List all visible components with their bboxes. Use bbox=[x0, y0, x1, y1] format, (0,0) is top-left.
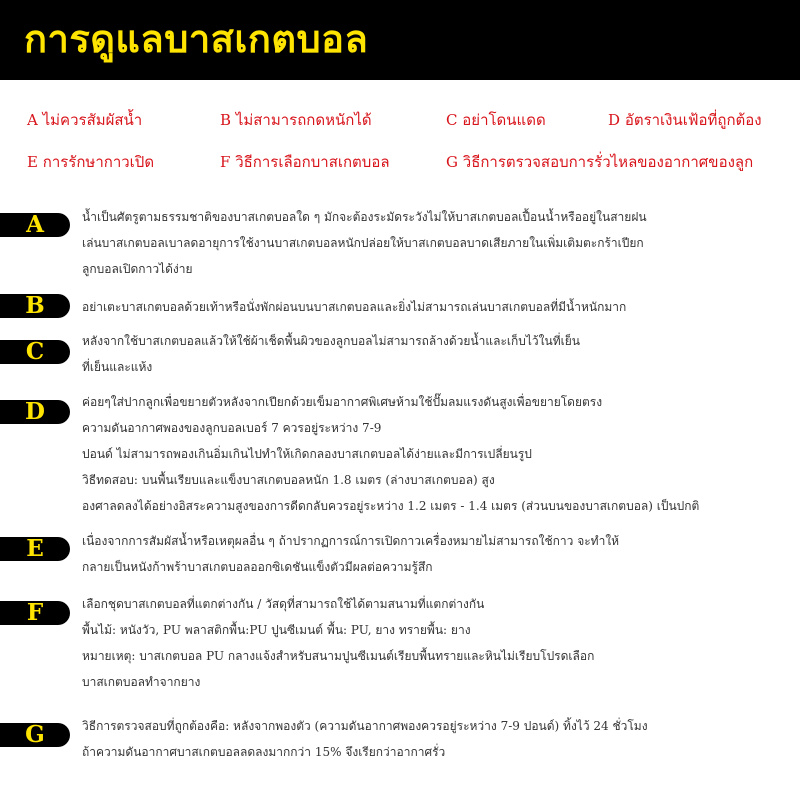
text-line: เล่นบาสเกตบอลเบาลดอายุการใช้งานบาสเกตบอลหนักปล่อยให้บาสเกตบอลบาดเสียภายในเพิ่มเติมตะกร้าเปียก bbox=[82, 236, 644, 250]
legend-key: F bbox=[220, 153, 231, 171]
section-c-text bbox=[82, 328, 792, 380]
legend-key: E bbox=[27, 153, 38, 171]
text-line: พื้นไม้: หนังวัว, PU พลาสติกพื้น:PU ปูนซีเมนต์ พื้น: PU, ยาง ทรายพื้น: ยาง bbox=[82, 623, 471, 637]
page-title: การดูแลบาสเกตบอล bbox=[24, 17, 369, 61]
section-badge-f: F bbox=[0, 601, 70, 625]
text-line: กลายเป็นหนังก้าพร้าบาสเกตบอลออกซิเดชันแข็งตัวมีผลต่อความรู้สึก bbox=[82, 560, 433, 574]
text-line: ลูกบอลเปิดกาวได้ง่าย bbox=[82, 262, 193, 276]
section-g-text bbox=[82, 713, 792, 765]
section-f-text bbox=[82, 591, 792, 695]
section-a-text bbox=[82, 204, 792, 282]
text-line: ค่อยๆใส่ปากลูกเพื่อขยายตัวหลังจากเปียกด้วยเข็มอากาศพิเศษห้ามใช้ปั๊มลมแรงดันสูงเพื่อขยายโดยตรง bbox=[82, 395, 603, 409]
legend-text: ไม่สามารถกดหนักได้ bbox=[235, 111, 372, 129]
legend-text: วิธีการเลือกบาสเกตบอล bbox=[235, 153, 390, 171]
section-badge-c: C bbox=[0, 340, 70, 364]
section-badge-e: E bbox=[0, 537, 70, 561]
text-line: ปอนด์ ไม่สามารถพองเกินอิ่มเกินไปทำให้เกิดกลองบาสเกตบอลได้ง่ายและมีการเปลี่ยนรูป bbox=[82, 447, 532, 461]
text-line: ถ้าความดันอากาศบาสเกตบอลลดลงมากกว่า 15% จึงเรียกว่าอากาศรั่ว bbox=[82, 745, 446, 759]
legend-item-f bbox=[220, 150, 390, 174]
header-banner bbox=[0, 0, 800, 80]
legend-text: การรักษากาวเปิด bbox=[42, 153, 155, 171]
text-line: อย่าเตะบาสเกตบอลด้วยเท้าหรือนั่งพักผ่อนบนบาสเกตบอลและยิ่งไม่สามารถเล่นบาสเกตบอลที่มีน้ำหนักมาก bbox=[82, 300, 627, 314]
section-badge-a: A bbox=[0, 213, 70, 237]
legend-text: ไม่ควรสัมผัสน้ำ bbox=[42, 111, 143, 129]
section-badge-d: D bbox=[0, 400, 70, 424]
section-e-text bbox=[82, 528, 792, 580]
legend-key: C bbox=[446, 111, 458, 129]
text-line: องศาลดลงได้อย่างอิสระความสูงของการดีดกลับควรอยู่ระหว่าง 1.2 เมตร - 1.4 เมตร (ส่วนบนของบาสเกตบอล) เป็นปกติ bbox=[82, 499, 700, 513]
legend-item-c bbox=[446, 108, 546, 132]
text-line: บาสเกตบอลทำจากยาง bbox=[82, 675, 201, 689]
legend-key: D bbox=[608, 111, 621, 129]
legend-key: B bbox=[220, 111, 232, 129]
text-line: วิธีทดสอบ: บนพื้นเรียบและแข็งบาสเกตบอลหนัก 1.8 เมตร (ล่างบาสเกตบอล) สูง bbox=[82, 473, 495, 487]
text-line: เนื่องจากการสัมผัสน้ำหรือเหตุผลอื่น ๆ ถ้าปรากฏการณ์การเปิดกาวเครื่องหมายไม่สามารถใช้กาว จะทำให้ bbox=[82, 534, 620, 548]
section-badge-g: G bbox=[0, 723, 70, 747]
legend-item-e bbox=[27, 150, 154, 174]
legend-text: วิธีการตรวจสอบการรั่วไหลของอากาศของลูก bbox=[462, 153, 754, 171]
legend-item-g bbox=[446, 150, 753, 174]
legend-item-d bbox=[608, 108, 762, 132]
legend-key: G bbox=[446, 153, 458, 171]
legend-item-b bbox=[220, 108, 372, 132]
legend-key: A bbox=[27, 111, 38, 129]
legend-text: อัตราเงินเฟ้อที่ถูกต้อง bbox=[624, 111, 762, 129]
text-line: วิธีการตรวจสอบที่ถูกต้องคือ: หลังจากพองตัว (ความดันอากาศพองควรอยู่ระหว่าง 7-9 ปอนด์) ทิ้งไว้ 24 ชั่วโมง bbox=[82, 719, 648, 733]
legend-item-a bbox=[27, 108, 142, 132]
text-line: น้ำเป็นศัตรูตามธรรมชาติของบาสเกตบอลใด ๆ มักจะต้องระมัดระวังไม่ให้บาสเกตบอลเปื้อนน้ำหรืออยู่ในสายฝน bbox=[82, 210, 647, 224]
section-d-text bbox=[82, 389, 792, 519]
text-line: ความดันอากาศพองของลูกบอลเบอร์ 7 ควรอยู่ระหว่าง 7-9 bbox=[82, 421, 382, 435]
text-line: เลือกชุดบาสเกตบอลที่แตกต่างกัน / วัสดุที่สามารถใช้ได้ตามสนามที่แตกต่างกัน bbox=[82, 597, 485, 611]
text-line: ที่เย็นและแห้ง bbox=[82, 360, 153, 374]
section-badge-b: B bbox=[0, 294, 70, 318]
legend-text: อย่าโดนแดด bbox=[462, 111, 546, 129]
section-b-text bbox=[82, 294, 792, 320]
text-line: หมายเหตุ: บาสเกตบอล PU กลางแจ้งสำหรับสนามปูนซีเมนต์เรียบพื้นทรายและหินไม่เรียบโปรดเลือก bbox=[82, 649, 595, 663]
text-line: หลังจากใช้บาสเกตบอลแล้วให้ใช้ผ้าเช็ดพื้นผิวของลูกบอลไม่สามารถล้างด้วยน้ำและเก็บไว้ในที่เย็น bbox=[82, 334, 580, 348]
